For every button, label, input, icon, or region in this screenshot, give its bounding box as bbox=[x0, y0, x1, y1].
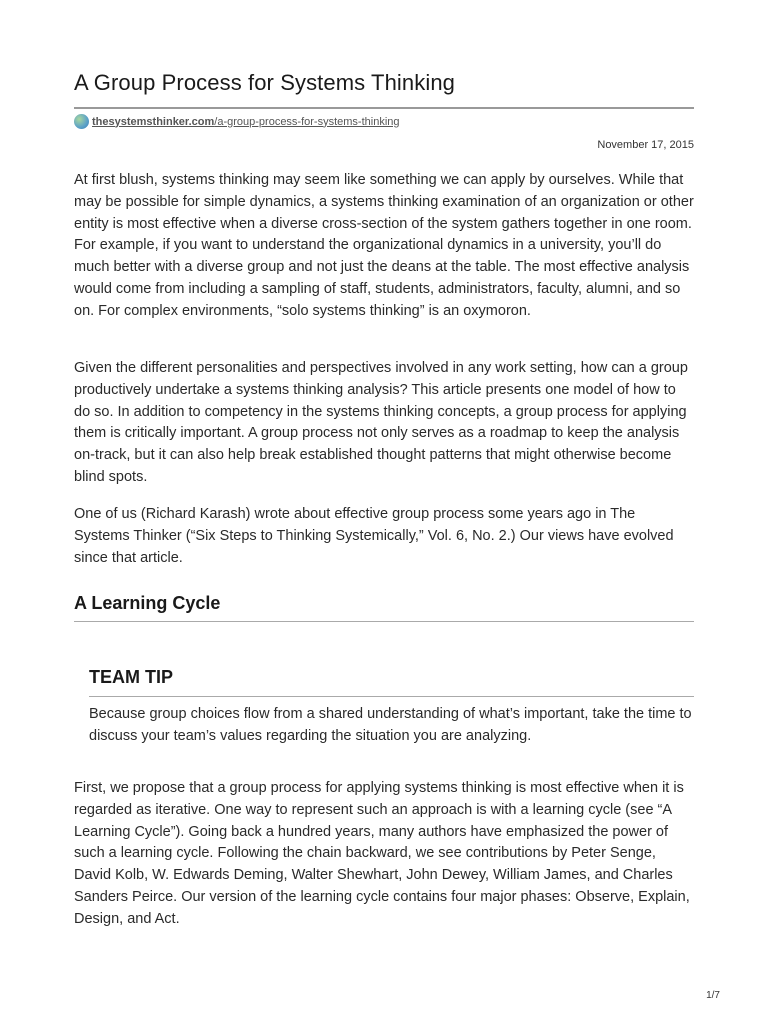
paragraph-2: Given the different personalities and perspectives involved in any work setting, how can a group productively undertake a systems thinking analysis? This article presents one model of how to do so. In addition to competency in the systems thinking concepts, a group process for applying them is critically important. A group process not only serves as a roadmap to keep the analysis on-track, but it can also help break established thought patterns that might otherwise become blind spots. bbox=[74, 360, 688, 485]
site-favicon-icon bbox=[74, 114, 89, 129]
publish-date: November 17, 2015 bbox=[597, 139, 694, 151]
section-divider bbox=[74, 621, 694, 622]
source-line bbox=[74, 114, 400, 129]
page-number: 1/7 bbox=[706, 990, 720, 1001]
page-title: A Group Process for Systems Thinking bbox=[74, 70, 456, 95]
paragraph-4: First, we propose that a group process for applying systems thinking is most effective when it is regarded as iterative. One way to represent such an approach is with a learning cycle (see “A Learning Cycle”). Going back a hundred years, many authors have emphasized the power of such a learning cycle. Following the chain backward, we see contributions by Peter Senge, David Kolb, W. Edwards Deming, Walter Shewhart, John Dewey, William James, and Charles Sanders Peirce. Our version of the learning cycle contains four major phases: Observe, Explain, Design, and Act. bbox=[74, 780, 690, 927]
source-link[interactable] bbox=[92, 116, 400, 128]
section-heading: A Learning Cycle bbox=[74, 593, 221, 613]
paragraph-3: One of us (Richard Karash) wrote about effective group process some years ago in The Systems Thinker (“Six Steps to Thinking Systemically,” Vol. 6, No. 2.) Our views have evolved since that article. bbox=[74, 506, 674, 566]
source-path: /a-group-process-for-systems-thinking bbox=[214, 115, 400, 128]
paragraph-1: At first blush, systems thinking may seem like something we can apply by ourselves. While that may be possible for simple dynamics, a systems thinking examination of an organization or other entity is most effective when a diverse cross-section of the system gathers together in one room. For example, if you want to understand the organizational dynamics in a university, you’ll do much better with a diverse group and not just the deans at the table. The most effective analysis would come from including a sampling of staff, students, administrators, faculty, alumni, and so on. For complex environments, “solo systems thinking” is an oxymoron. bbox=[74, 172, 694, 319]
source-domain: thesystemsthinker.com bbox=[92, 115, 215, 128]
team-tip-title: TEAM TIP bbox=[89, 667, 173, 687]
team-tip-divider bbox=[89, 696, 694, 697]
title-divider bbox=[74, 107, 694, 109]
team-tip-body: Because group choices flow from a shared understanding of what’s important, take the time to discuss your team’s values regarding the situation you are analyzing. bbox=[89, 706, 692, 744]
